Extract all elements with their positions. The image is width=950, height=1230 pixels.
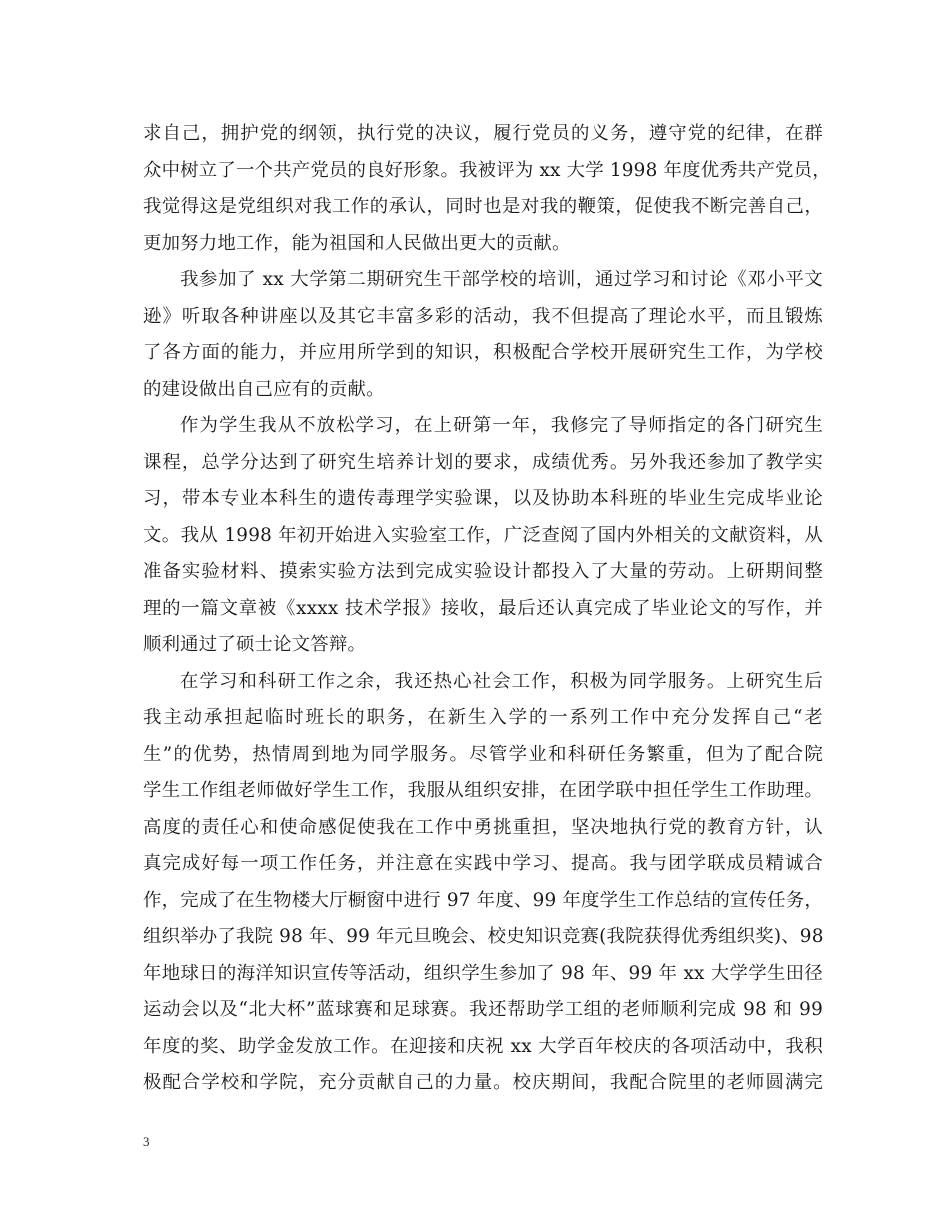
text-line: 作，完成了在生物楼大厅橱窗中进行 97 年度、99 年度学生工作总结的宣传任务， bbox=[143, 889, 823, 911]
body-text bbox=[143, 116, 831, 1102]
text-line: 年地球日的海洋知识宣传等活动，组织学生参加了 98 年、99 年 xx 大学学生田径 bbox=[143, 962, 823, 984]
text-line: 年度的奖、助学金发放工作。在迎接和庆祝 xx 大学百年校庆的各项活动中，我积 bbox=[143, 1035, 823, 1057]
text-line: 学生工作组老师做好学生工作，我服从组织安排，在团学联中担任学生工作助理。 bbox=[143, 780, 823, 801]
text-line: 课程，总学分达到了研究生培养计划的要求，成绩优秀。另外我还参加了教学实 bbox=[143, 451, 823, 473]
page-number: 3 bbox=[143, 1134, 150, 1149]
text-line: 众中树立了一个共产党员的良好形象。我被评为 xx 大学 1998 年度优秀共产党员， bbox=[143, 159, 831, 181]
text-line: 在学习和科研工作之余，我还热心社会工作，积极为同学服务。上研究生后 bbox=[180, 670, 823, 692]
text-line: 生”的优势，热情周到地为同学服务。尽管学业和科研任务繁重，但为了配合院 bbox=[143, 743, 823, 765]
text-line: 文。我从 1998 年初开始进入实验室工作，广泛查阅了国内外相关的文献资料，从 bbox=[143, 524, 823, 546]
text-line: 运动会以及“北大杯”蓝球赛和足球赛。我还帮助学工组的老师顺利完成 98 和 99 bbox=[143, 999, 823, 1020]
text-line: 极配合学校和学院，充分贡献自己的力量。校庆期间，我配合院里的老师圆满完 bbox=[143, 1072, 823, 1093]
text-line: 习，带本专业本科生的遗传毒理学实验课，以及协助本科班的毕业生完成毕业论 bbox=[143, 488, 823, 509]
text-line: 我参加了 xx 大学第二期研究生干部学校的培训，通过学习和讨论《邓小平文 bbox=[180, 269, 823, 290]
text-line: 准备实验材料、摸索实验方法到完成实验设计都投入了大量的劳动。上研期间整 bbox=[143, 561, 823, 582]
text-line: 了各方面的能力，并应用所学到的知识，积极配合学校开展研究生工作，为学校 bbox=[143, 342, 823, 363]
text-line: 求自己，拥护党的纲领，执行党的决议，履行党员的义务，遵守党的纪律，在群 bbox=[143, 123, 823, 144]
paragraph bbox=[143, 664, 823, 1102]
text-line: 更加努力地工作，能为祖国和人民做出更大的贡献。 bbox=[143, 232, 571, 254]
text-line: 我主动承担起临时班长的职务，在新生入学的一系列工作中充分发挥自己“老 bbox=[143, 707, 823, 728]
text-line: 顺利通过了硕士论文答辩。 bbox=[143, 634, 367, 655]
text-line: 理的一篇文章被《xxxx 技术学报》接收，最后还认真完成了毕业论文的写作，并 bbox=[143, 597, 823, 619]
text-line: 逊》听取各种讲座以及其它丰富多彩的活动，我不但提高了理论水平，而且锻炼 bbox=[143, 305, 823, 327]
text-line: 的建设做出自己应有的贡献。 bbox=[143, 378, 385, 400]
paragraph bbox=[143, 116, 831, 262]
paragraph bbox=[143, 408, 823, 664]
text-line: 作为学生我从不放松学习，在上研第一年，我修完了导师指定的各门研究生 bbox=[180, 415, 823, 436]
paragraph bbox=[143, 262, 823, 408]
text-line: 我觉得这是党组织对我工作的承认，同时也是对我的鞭策，促使我不断完善自己， bbox=[143, 196, 823, 217]
text-line: 高度的责任心和使命感促使我在工作中勇挑重担，坚决地执行党的教育方针，认 bbox=[143, 816, 823, 838]
text-line: 组织举办了我院 98 年、99 年元旦晚会、校史知识竞赛(我院获得优秀组织奖)、98 bbox=[143, 926, 824, 947]
text-line: 真完成好每一项工作任务，并注意在实践中学习、提高。我与团学联成员精诚合 bbox=[143, 853, 823, 874]
